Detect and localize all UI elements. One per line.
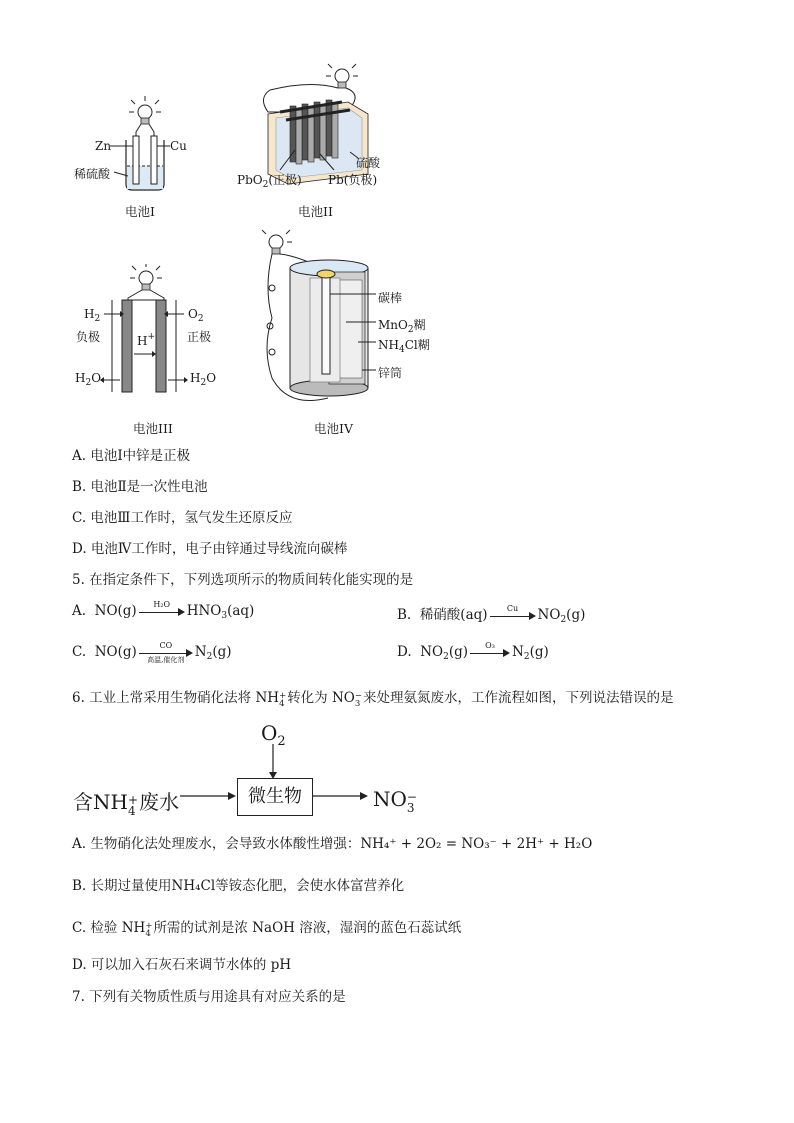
q4-option-d: D. 电池Ⅳ工作时，电子由锌通过导线流向碳棒	[72, 541, 348, 557]
arrow-icon: H₂O	[139, 605, 185, 619]
h2o-left-label: $H_2O$	[75, 371, 102, 388]
q6-option-b: B. 长期过量使用NH₄Cl等铵态化肥，会使水体富营养化	[72, 878, 405, 894]
flow-input-label: 含NH + 4 废水	[73, 790, 180, 818]
q5-stem: 5. 在指定条件下，下列选项所示的物质间转化能实现的是	[72, 572, 414, 588]
q5-option-b: B. 稀硝酸(aq) Cu $NO_2(g)$	[397, 603, 586, 625]
h2-label: $H_2$	[84, 307, 101, 324]
h2o-right-label: $H_2O$	[190, 371, 217, 388]
pb-label: Pb(负极)	[328, 173, 378, 187]
arrow-icon: CO 高温,催化剂	[139, 646, 193, 660]
bulb-icon	[326, 64, 358, 88]
zn-label: Zn	[95, 139, 112, 153]
carbon-rod-label: 碳棒	[378, 291, 403, 305]
o2-label: $O_2$	[188, 307, 204, 324]
bulb-icon	[130, 264, 162, 290]
microorganism-box: 微生物	[237, 778, 313, 816]
q4-option-a: A. 电池Ⅰ中锌是正极	[72, 448, 191, 464]
q5-option-d: D. $NO_2(g)$ O₃ $N_2(g)$	[397, 640, 549, 662]
positive-electrode-label: 正极	[187, 330, 212, 344]
battery-3-caption: 电池III	[133, 421, 173, 436]
q6-option-d: D. 可以加入石灰石来调节水体的 pH	[72, 957, 292, 973]
bulb-icon	[129, 96, 161, 124]
negative-electrode-label: 负极	[76, 330, 101, 344]
battery-2-caption: 电池II	[298, 204, 333, 219]
pbo2-label: PbO$_2$(正极)	[237, 173, 302, 190]
arrow-icon: Cu	[490, 609, 536, 623]
flow-o2-label: $O_2$	[261, 721, 286, 749]
battery-4-caption: 电池IV	[314, 421, 353, 436]
q6-option-c: C. 检验 NH + 4 所需的试剂是浓 NaOH 溶液，湿润的蓝色石蕊试纸	[72, 920, 462, 939]
q4-option-b: B. 电池Ⅱ是一次性电池	[72, 479, 208, 495]
flow-arrow-right-icon	[312, 789, 370, 803]
flow-arrow-down-icon	[266, 744, 280, 780]
q6-stem: 6. 工业上常采用生物硝化法将 NH + 4 转化为 NO − 3 来处理氨氮废水，工作流程如图，下列说法错误的是	[72, 690, 674, 709]
q4-option-c: C. 电池Ⅲ工作时，氢气发生还原反应	[72, 510, 293, 526]
cu-label: Cu	[170, 139, 187, 153]
acid-label: 稀硫酸	[74, 167, 111, 181]
arrow-icon: O₃	[470, 646, 510, 660]
sulfuric-acid-label: 硫酸	[356, 156, 381, 170]
proton-label: H+	[137, 332, 156, 348]
mno2-label: MnO$_2$糊	[378, 318, 426, 335]
q5-option-c: C. NO(g) CO 高温,催化剂 $N_2(g)$	[72, 640, 232, 664]
nh4cl-label: $NH_4Cl$糊	[378, 338, 430, 355]
battery-1-caption: 电池I	[125, 204, 155, 219]
zinc-can-label: 锌筒	[378, 366, 403, 380]
q6-option-a: A. 生物硝化法处理废水，会导致水体酸性增强：NH₄⁺ + 2O₂ = NO₃⁻ + 2H⁺ + H₂O	[72, 836, 593, 852]
q7-stem: 7. 下列有关物质性质与用途具有对应关系的是	[72, 989, 346, 1005]
flow-arrow-right-icon	[180, 789, 238, 803]
flow-output-label: NO − 3	[373, 787, 417, 815]
battery-4-figure	[258, 228, 378, 414]
bulb-icon	[262, 230, 292, 254]
q5-option-a: A. NO(g) H₂O $HNO_3(aq)$	[72, 599, 255, 621]
